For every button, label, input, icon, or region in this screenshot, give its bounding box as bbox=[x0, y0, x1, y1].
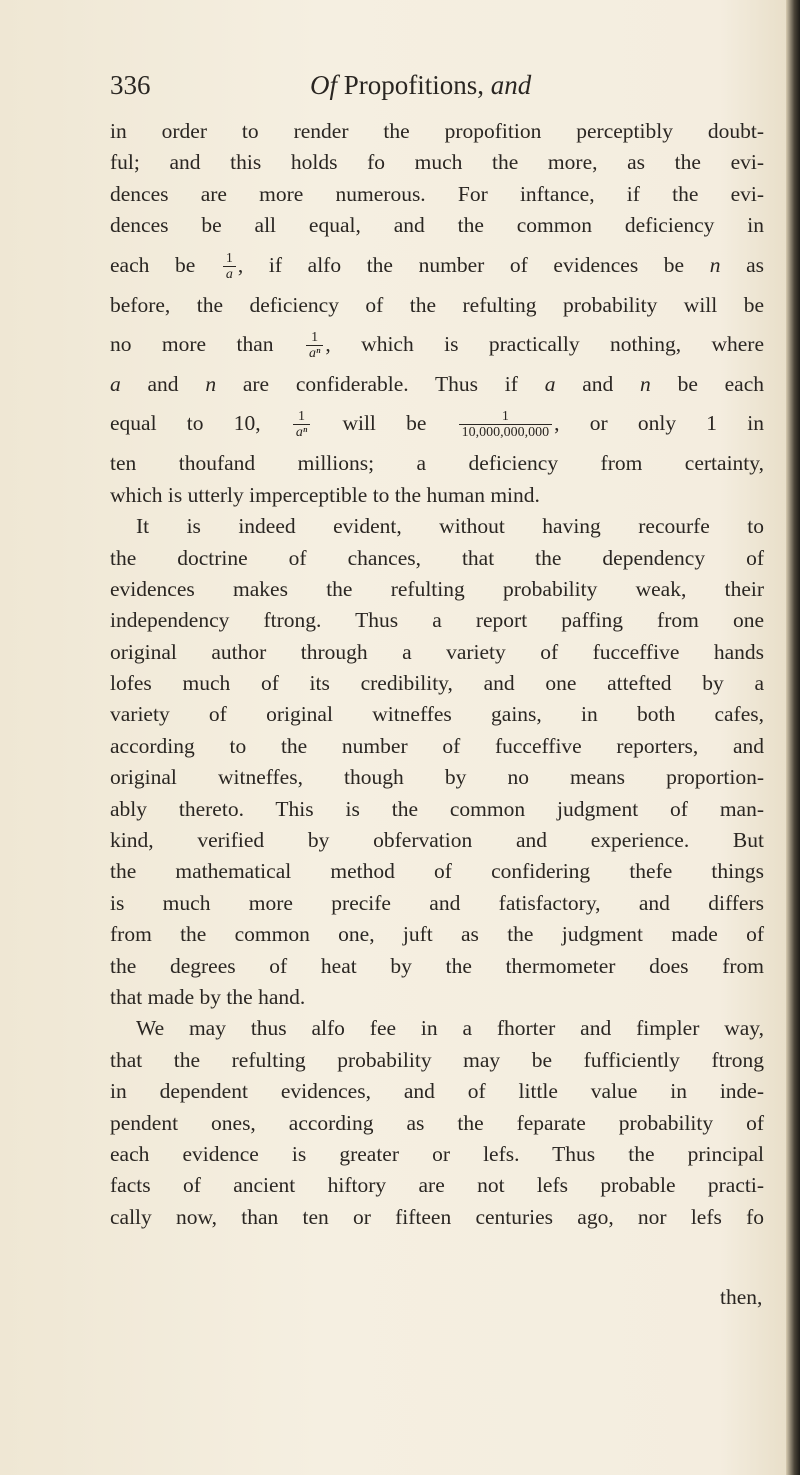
text-line: original author through a variety of fucceffive hands bbox=[110, 639, 764, 664]
text-line: It is indeed evident, without having recourfe to bbox=[136, 514, 764, 539]
text-line: original witneffes, though by no means proportion- bbox=[110, 765, 764, 790]
page-edge-shadow bbox=[786, 0, 800, 1475]
text-line: the degrees of heat by the thermometer does from bbox=[110, 953, 764, 978]
text-line: kind, verified by obfervation and experience. But bbox=[110, 828, 764, 853]
text-line: each evidence is greater or lefs. Thus the principal bbox=[110, 1141, 764, 1166]
running-head bbox=[310, 70, 531, 101]
running-head-suffix: and bbox=[490, 70, 532, 100]
text-line-fraction: equal to 10, $\frac{1}{\text{aⁿ}}$ will be $\frac{1}{10,000,000,000}$ , or only 1 in bbox=[110, 409, 764, 441]
text-line: before, the deficiency of the refulting probability will be bbox=[110, 292, 764, 317]
fraction-one-over-ten-billion: $\frac{1}{10,000,000,000}$ bbox=[459, 410, 553, 440]
text-line: a and n are confiderable. Thus if a and n be each bbox=[110, 371, 764, 396]
text-line: dences be all equal, and the common deficiency in bbox=[110, 213, 764, 238]
text-line: facts of ancient hiftory are not lefs probable practi- bbox=[110, 1173, 764, 1198]
text-line: ably thereto. This is the common judgment of man- bbox=[110, 796, 764, 821]
text-line: pendent ones, according as the feparate probability of bbox=[110, 1110, 764, 1135]
text-line: independency ftrong. Thus a report paffing from one bbox=[110, 608, 764, 633]
fraction-one-over-a-pow-n: $\frac{1}{\text{aⁿ}}$ bbox=[306, 331, 323, 361]
text-line: evidences makes the refulting probability weak, their bbox=[110, 576, 764, 601]
text-line: in order to render the propofition perceptibly doubt- bbox=[110, 119, 764, 143]
page-number: 336 bbox=[110, 70, 151, 100]
fraction-one-over-a-pow-n: $\frac{1}{\text{aⁿ}}$ bbox=[293, 410, 310, 440]
text-line: that made by the hand. bbox=[110, 984, 306, 1009]
text-line: that the refulting probability may be fufficiently ftrong bbox=[110, 1047, 764, 1072]
text-line: cally now, than ten or fifteen centuries ago, nor lefs fo bbox=[110, 1204, 764, 1229]
text-line: which is utterly imperceptible to the human mind. bbox=[110, 482, 540, 507]
text-line-fraction: each be $\frac{1}{a}$ , if alfo the number of evidences be n as bbox=[110, 250, 765, 282]
text-line: lofes much of its credibility, and one attefted by a bbox=[110, 671, 764, 696]
text-line: the mathematical method of confidering thefe things bbox=[110, 859, 764, 884]
text-line: variety of original witneffes gains, in both cafes, bbox=[110, 702, 764, 727]
running-head-main: Propofitions, bbox=[343, 70, 485, 100]
catchword: then, bbox=[720, 1285, 763, 1309]
body-text bbox=[110, 116, 764, 1233]
text-line-fraction: no more than $\frac{1}{\text{aⁿ}}$ , which is practically nothing, where bbox=[110, 330, 765, 362]
text-line: dences are more numerous. For inftance, if the evi- bbox=[110, 181, 764, 206]
text-line: ful; and this holds fo much the more, as the evi- bbox=[110, 150, 764, 175]
text-line: We may thus alfo fee in a fhorter and fimpler way, bbox=[136, 1016, 764, 1041]
text-line: according to the number of fucceffive reporters, and bbox=[110, 733, 764, 758]
text-line: is much more precife and fatisfactory, and differs bbox=[110, 890, 764, 915]
text-line: ten thoufand millions; a deficiency from certainty, bbox=[110, 451, 764, 476]
text-line: from the common one, juft as the judgment made of bbox=[110, 922, 764, 947]
running-head-prefix: Of bbox=[310, 70, 337, 100]
text-line: the doctrine of chances, that the dependency of bbox=[110, 545, 764, 570]
page-header bbox=[110, 70, 770, 106]
text-line: in dependent evidences, and of little value in inde- bbox=[110, 1079, 764, 1104]
fraction-one-over-a: $\frac{1}{a}$ bbox=[223, 252, 236, 282]
